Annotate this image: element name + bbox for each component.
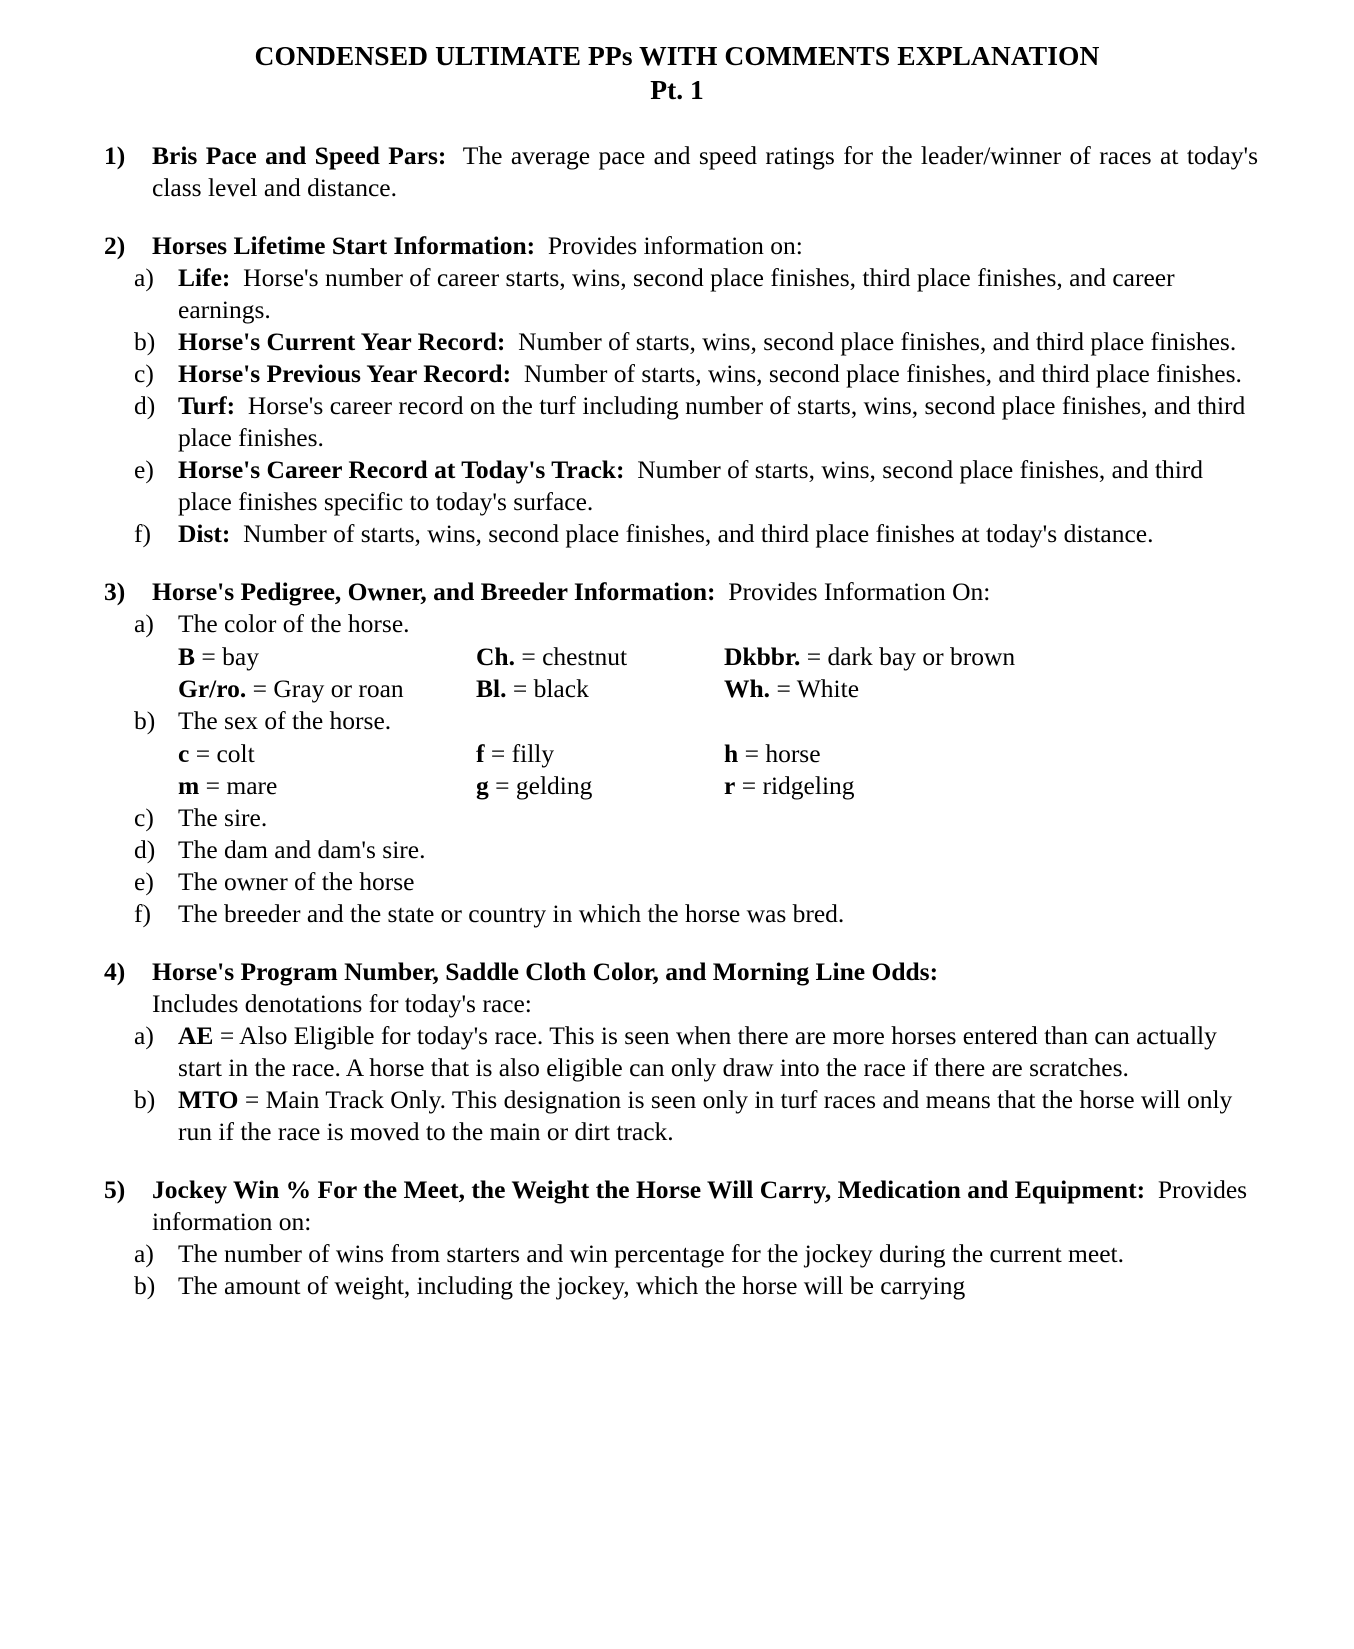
section-5-row (104, 1174, 1258, 1238)
list-item (134, 390, 1258, 454)
list-item-heading: Horse's Career Record at Today's Track: (178, 455, 625, 485)
section-2-row (104, 230, 1258, 262)
list-item (134, 834, 1258, 866)
abbr-code: c (178, 739, 190, 769)
list-item-marker: e) (134, 867, 154, 897)
table-cell (178, 673, 476, 705)
list-item-body (178, 359, 1242, 388)
abbr-definition: = ridgeling (741, 771, 855, 801)
table-row (178, 770, 855, 802)
section-5-subitems (96, 1238, 1258, 1302)
list-item-text: = Also Eligible for today's race. This is seen when there are more horses entered than can actually start in the race. A horse that is also eligible can only draw into the race if there are scratches. (178, 1021, 1217, 1083)
section-1-body (152, 140, 1258, 204)
list-item-body (178, 263, 1175, 324)
list-item-text: The owner of the horse (178, 867, 415, 897)
section-2-body (152, 230, 1258, 262)
abbr-code: Dkbbr. (724, 642, 801, 672)
abbr-code: g (476, 771, 489, 801)
section-5-text: Provides information on: (152, 1175, 1248, 1237)
section-list (96, 140, 1258, 1302)
list-item-marker: a) (134, 1239, 154, 1269)
list-item-marker: a) (134, 263, 154, 293)
table-row (178, 641, 1015, 673)
list-item-heading: Horse's Previous Year Record: (178, 359, 512, 389)
abbr-code: r (724, 771, 736, 801)
list-item (134, 1020, 1258, 1084)
list-item (134, 454, 1258, 518)
abbr-code: Wh. (724, 674, 771, 704)
section-5-body (152, 1174, 1258, 1238)
abbr-definition: = White (776, 674, 860, 704)
abbr-definition: = dark bay or brown (806, 642, 1016, 672)
list-item-heading: Turf: (178, 391, 236, 421)
section-3-heading: Horse's Pedigree, Owner, and Breeder Information: (152, 577, 716, 607)
section-3-marker: 3) (104, 577, 126, 607)
list-item (134, 705, 1258, 737)
section-1 (96, 140, 1258, 204)
section-4-marker: 4) (104, 957, 126, 987)
abbr-definition: = colt (195, 739, 255, 769)
section-3-text: Provides Information On: (728, 577, 991, 607)
list-item-marker: b) (134, 706, 156, 736)
table-cell (476, 770, 724, 802)
list-item-text: = Main Track Only. This designation is seen only in turf races and means that the horse will only run if the race is moved to the main or dirt track. (178, 1085, 1233, 1147)
list-item-text: The dam and dam's sire. (178, 835, 426, 865)
table-row (178, 673, 1015, 705)
section-3-row (104, 576, 1258, 608)
section-1-marker: 1) (104, 141, 126, 171)
table-cell (476, 673, 724, 705)
list-item-marker: f) (134, 899, 151, 929)
list-item-body (178, 1021, 1217, 1082)
list-item-text: Number of starts, wins, second place finishes, and third place finishes at today's distance. (243, 519, 1154, 549)
section-3 (96, 576, 1258, 930)
list-item-text: Horse's number of career starts, wins, second place finishes, third place finishes, and career earnings. (178, 263, 1175, 325)
list-item-marker: c) (134, 803, 154, 833)
section-4-body (152, 956, 1258, 1020)
section-1-text: The average pace and speed ratings for the leader/winner of races at today's class level and distance. (152, 141, 1258, 203)
abbr-code: Bl. (476, 674, 507, 704)
list-item-body (178, 455, 1203, 516)
list-item-text: Number of starts, wins, second place finishes, and third place finishes. (523, 359, 1242, 389)
list-item-marker: a) (134, 1021, 154, 1051)
abbr-code: B (178, 642, 196, 672)
list-item-marker: b) (134, 1085, 156, 1115)
section-3-subitems (96, 608, 1258, 930)
list-item-marker: d) (134, 835, 156, 865)
list-item-heading: MTO (178, 1085, 239, 1115)
list-item (134, 898, 1258, 930)
list-item-marker: a) (134, 609, 154, 639)
abbr-definition: = filly (490, 739, 555, 769)
list-item (134, 262, 1258, 326)
abbr-definition: = chestnut (521, 642, 628, 672)
table-cell (724, 738, 855, 770)
list-item-marker: e) (134, 455, 154, 485)
section-4-subitems (96, 1020, 1258, 1148)
list-item-body (178, 1085, 1232, 1146)
list-item (134, 802, 1258, 834)
list-item-heading: Dist: (178, 519, 231, 549)
list-item (134, 358, 1258, 390)
list-item-text: Horse's career record on the turf including number of starts, wins, second place finishes, and third place finishes. (178, 391, 1246, 453)
table-cell (476, 738, 724, 770)
section-2-heading: Horses Lifetime Start Information: (152, 231, 536, 261)
section-2-marker: 2) (104, 231, 126, 261)
section-4-heading: Horse's Program Number, Saddle Cloth Color, and Morning Line Odds: (152, 957, 939, 987)
section-2-text: Provides information on: (547, 231, 803, 261)
section-2-subitems (96, 262, 1258, 550)
list-item-marker: f) (134, 519, 151, 549)
list-item-text: The sire. (178, 803, 268, 833)
section-2 (96, 230, 1258, 550)
list-item-text: The number of wins from starters and win percentage for the jockey during the current meet. (178, 1239, 1124, 1269)
list-item-marker: c) (134, 359, 154, 389)
abbr-code: h (724, 739, 739, 769)
page-title: CONDENSED ULTIMATE PPs WITH COMMENTS EXPLANATION (254, 40, 1100, 71)
list-item-text: The amount of weight, including the jockey, which the horse will be carrying (178, 1271, 966, 1301)
section-1-row (104, 140, 1258, 204)
section-4-row (104, 956, 1258, 1020)
table-cell (724, 673, 1015, 705)
abbr-definition: = mare (205, 771, 278, 801)
list-item-text: The sex of the horse. (178, 706, 392, 736)
section-5 (96, 1174, 1258, 1302)
list-item (134, 518, 1258, 550)
list-item-marker: d) (134, 391, 156, 421)
abbr-definition: = gelding (495, 771, 593, 801)
list-item (134, 1270, 1258, 1302)
list-item-heading: Life: (178, 263, 231, 293)
list-item (134, 608, 1258, 640)
table-cell (178, 738, 476, 770)
table-cell (178, 641, 476, 673)
abbr-code: f (476, 739, 485, 769)
list-item-marker: b) (134, 327, 156, 357)
table-cell (476, 641, 724, 673)
list-item (134, 326, 1258, 358)
list-item-body (178, 519, 1154, 548)
section-4 (96, 956, 1258, 1148)
list-item-heading: AE (178, 1021, 214, 1051)
abbr-definition: = horse (744, 739, 821, 769)
section-4-text: Includes denotations for today's race: (152, 989, 532, 1019)
section-5-heading: Jockey Win % For the Meet, the Weight the Horse Will Carry, Medication and Equipment: (152, 1175, 1146, 1205)
horse-sex-abbreviation-table (178, 738, 855, 802)
abbr-code: Gr/ro. (178, 674, 247, 704)
list-item (134, 1084, 1258, 1148)
list-item-text: Number of starts, wins, second place finishes, and third place finishes. (518, 327, 1237, 357)
list-item-heading: Horse's Current Year Record: (178, 327, 506, 357)
list-item (134, 1238, 1258, 1270)
list-item (134, 866, 1258, 898)
abbr-code: Ch. (476, 642, 515, 672)
abbr-code: m (178, 771, 200, 801)
table-row (178, 738, 855, 770)
abbr-definition: = Gray or roan (252, 674, 404, 704)
horse-color-abbreviation-table (178, 641, 1015, 705)
table-cell (724, 641, 1015, 673)
section-3-body (152, 576, 1258, 608)
list-item-marker: b) (134, 1271, 156, 1301)
table-cell (724, 770, 855, 802)
list-item-text: Number of starts, wins, second place finishes, and third place finishes specific to today's surface. (178, 455, 1204, 517)
table-cell (178, 770, 476, 802)
list-item-text: The breeder and the state or country in which the horse was bred. (178, 899, 845, 929)
section-1-heading: Bris Pace and Speed Pars: (152, 141, 447, 171)
list-item-text: The color of the horse. (178, 609, 410, 639)
abbr-definition: = bay (201, 642, 259, 672)
section-5-marker: 5) (104, 1175, 126, 1205)
page-subtitle: Pt. 1 (650, 73, 704, 105)
abbr-definition: = black (512, 674, 589, 704)
list-item-body (178, 391, 1245, 452)
list-item-body (178, 327, 1236, 356)
